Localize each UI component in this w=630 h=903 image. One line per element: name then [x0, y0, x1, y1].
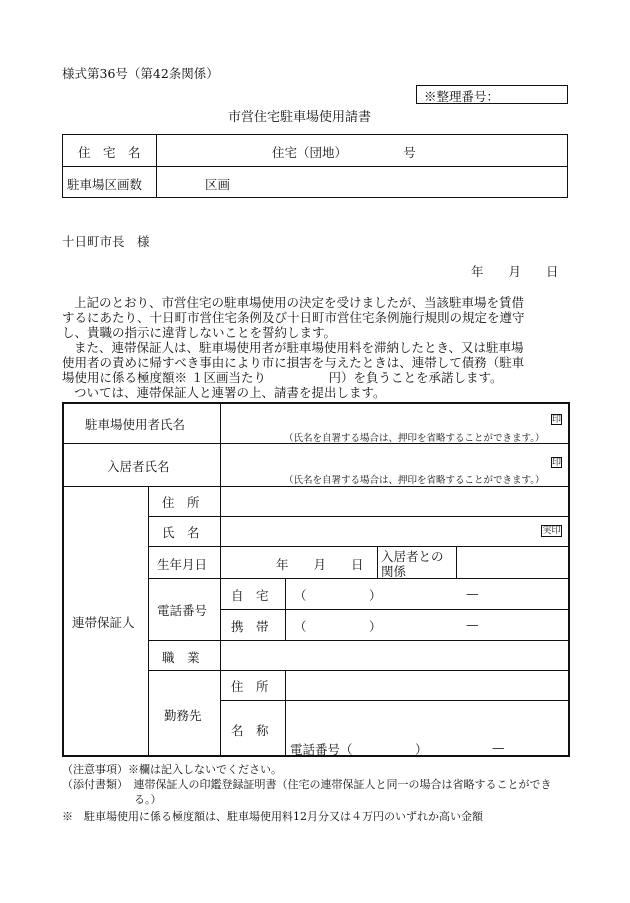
- reference-number-box: [416, 85, 568, 104]
- form-number: 様式第36号（第42条関係）: [62, 66, 219, 81]
- relation-label-line-1: 入居者との: [381, 549, 444, 564]
- col-divider-phone-type: [285, 578, 286, 640]
- col-divider-guarantor: [148, 486, 149, 757]
- home-phone-area: （ ）: [294, 588, 382, 603]
- birth-date-label: 生年月日: [157, 557, 208, 572]
- workplace-phone: 電話番号（ ）: [290, 742, 428, 757]
- footnote: ※ 駐車場使用に係る極度額は、駐車場使用料12月分又は４万円のいずれか高い金額: [62, 810, 483, 823]
- guarantor-name-label: 氏 名: [162, 525, 200, 540]
- paragraph-1-line-1: 上記のとおり、市営住宅の駐車場使用の決定を受けましたが、当該駐車場を賃借: [74, 295, 525, 310]
- paragraph-2-line-2: 使用者の責めに帰すべき事由により市に損害を与えたときは、連帯して債務（駐車: [62, 355, 525, 370]
- col-divider-labels: [220, 486, 221, 757]
- col-divider-relation-right: [456, 546, 457, 578]
- housing-table-divider: [62, 166, 568, 167]
- attachment-note-line-1: （添付書類） 連帯保証人の印鑑登録証明書（住宅の連帯保証人と同一の場合は省略することができ: [62, 778, 552, 791]
- relation-label-line-2: 関係: [381, 564, 407, 579]
- housing-label: 住 宅 名: [78, 145, 141, 160]
- parking-count-label: 駐車場区画数: [67, 177, 143, 192]
- workplace-name-label: 名 称: [231, 723, 269, 738]
- row-divider-work-address: [220, 700, 570, 701]
- user-name-label: 駐車場使用者氏名: [85, 417, 186, 432]
- phone-label: 電話番号: [157, 603, 208, 618]
- document-title: 市営住宅駐車場使用請書: [228, 110, 372, 125]
- occupation-label: 職 業: [162, 650, 200, 665]
- main-table: [62, 402, 570, 757]
- mobile-phone-dash: —: [466, 617, 479, 632]
- seal-note-user: （氏名を自署する場合は、押印を省略することができます。）: [284, 433, 545, 444]
- paragraph-3: ついては、連帯保証人と連署の上、請書を提出します。: [74, 385, 386, 400]
- row-divider-address: [148, 516, 570, 517]
- attachment-note-line-2: る。）: [134, 793, 162, 806]
- guarantor-address-label: 住 所: [162, 495, 200, 510]
- workplace-label: 勤務先: [164, 708, 202, 723]
- resident-name-label: 入居者氏名: [107, 459, 170, 474]
- home-phone-label: 自 宅: [231, 588, 269, 603]
- row-divider-home-phone: [220, 609, 570, 610]
- date-line: 年 月 日: [471, 264, 559, 279]
- reference-number-label: ※整理番号：: [424, 89, 500, 104]
- paragraph-2-line-3: 場使用に係る極度額※ １区画当たり 円）を負うことを承諾します。: [62, 370, 503, 385]
- seal-mark-resident: 印: [552, 458, 562, 468]
- seal-mark-user: 印: [552, 415, 562, 425]
- home-phone-dash: —: [466, 586, 479, 601]
- row-divider-phone: [148, 640, 570, 641]
- paragraph-1-line-2: するにあたり、十日町市営住宅条例及び十日町市営住宅条例施行規則の規定を遵守: [62, 310, 525, 325]
- seal-note-resident: （氏名を自署する場合は、押印を省略することができます。）: [284, 475, 545, 486]
- guarantor-label: 連帯保証人: [72, 615, 135, 630]
- row-divider-resident: [62, 486, 570, 487]
- paragraph-1-line-3: し、貴職の指示に違背しないことを誓約します。: [62, 325, 337, 340]
- mobile-phone-area: （ ）: [294, 619, 382, 634]
- row-divider-birth: [148, 578, 570, 579]
- birth-date-value: 年 月 日: [276, 557, 364, 572]
- row-divider-name: [148, 546, 570, 547]
- row-divider-job: [148, 670, 570, 671]
- col-divider-relation-left: [377, 546, 378, 578]
- caution-note: （注意事項）※欄は記入しないでください。: [62, 763, 282, 776]
- workplace-address-label: 住 所: [231, 679, 269, 694]
- col-divider-top: [220, 402, 221, 486]
- housing-table-col-divider: [156, 134, 157, 198]
- housing-value: 住宅（団地） 号: [272, 145, 416, 160]
- paragraph-2-line-1: また、連帯保証人は、駐車場使用者が駐車場使用料を滞納したとき、又は駐車場: [74, 340, 524, 355]
- mobile-phone-label: 携 帯: [231, 619, 269, 634]
- col-divider-work-type: [285, 670, 286, 757]
- addressee: 十日町市長 様: [62, 234, 150, 249]
- real-seal-mark: 実印: [542, 526, 561, 536]
- workplace-phone-dash: —: [492, 740, 505, 755]
- parking-count-unit: 区画: [205, 177, 231, 192]
